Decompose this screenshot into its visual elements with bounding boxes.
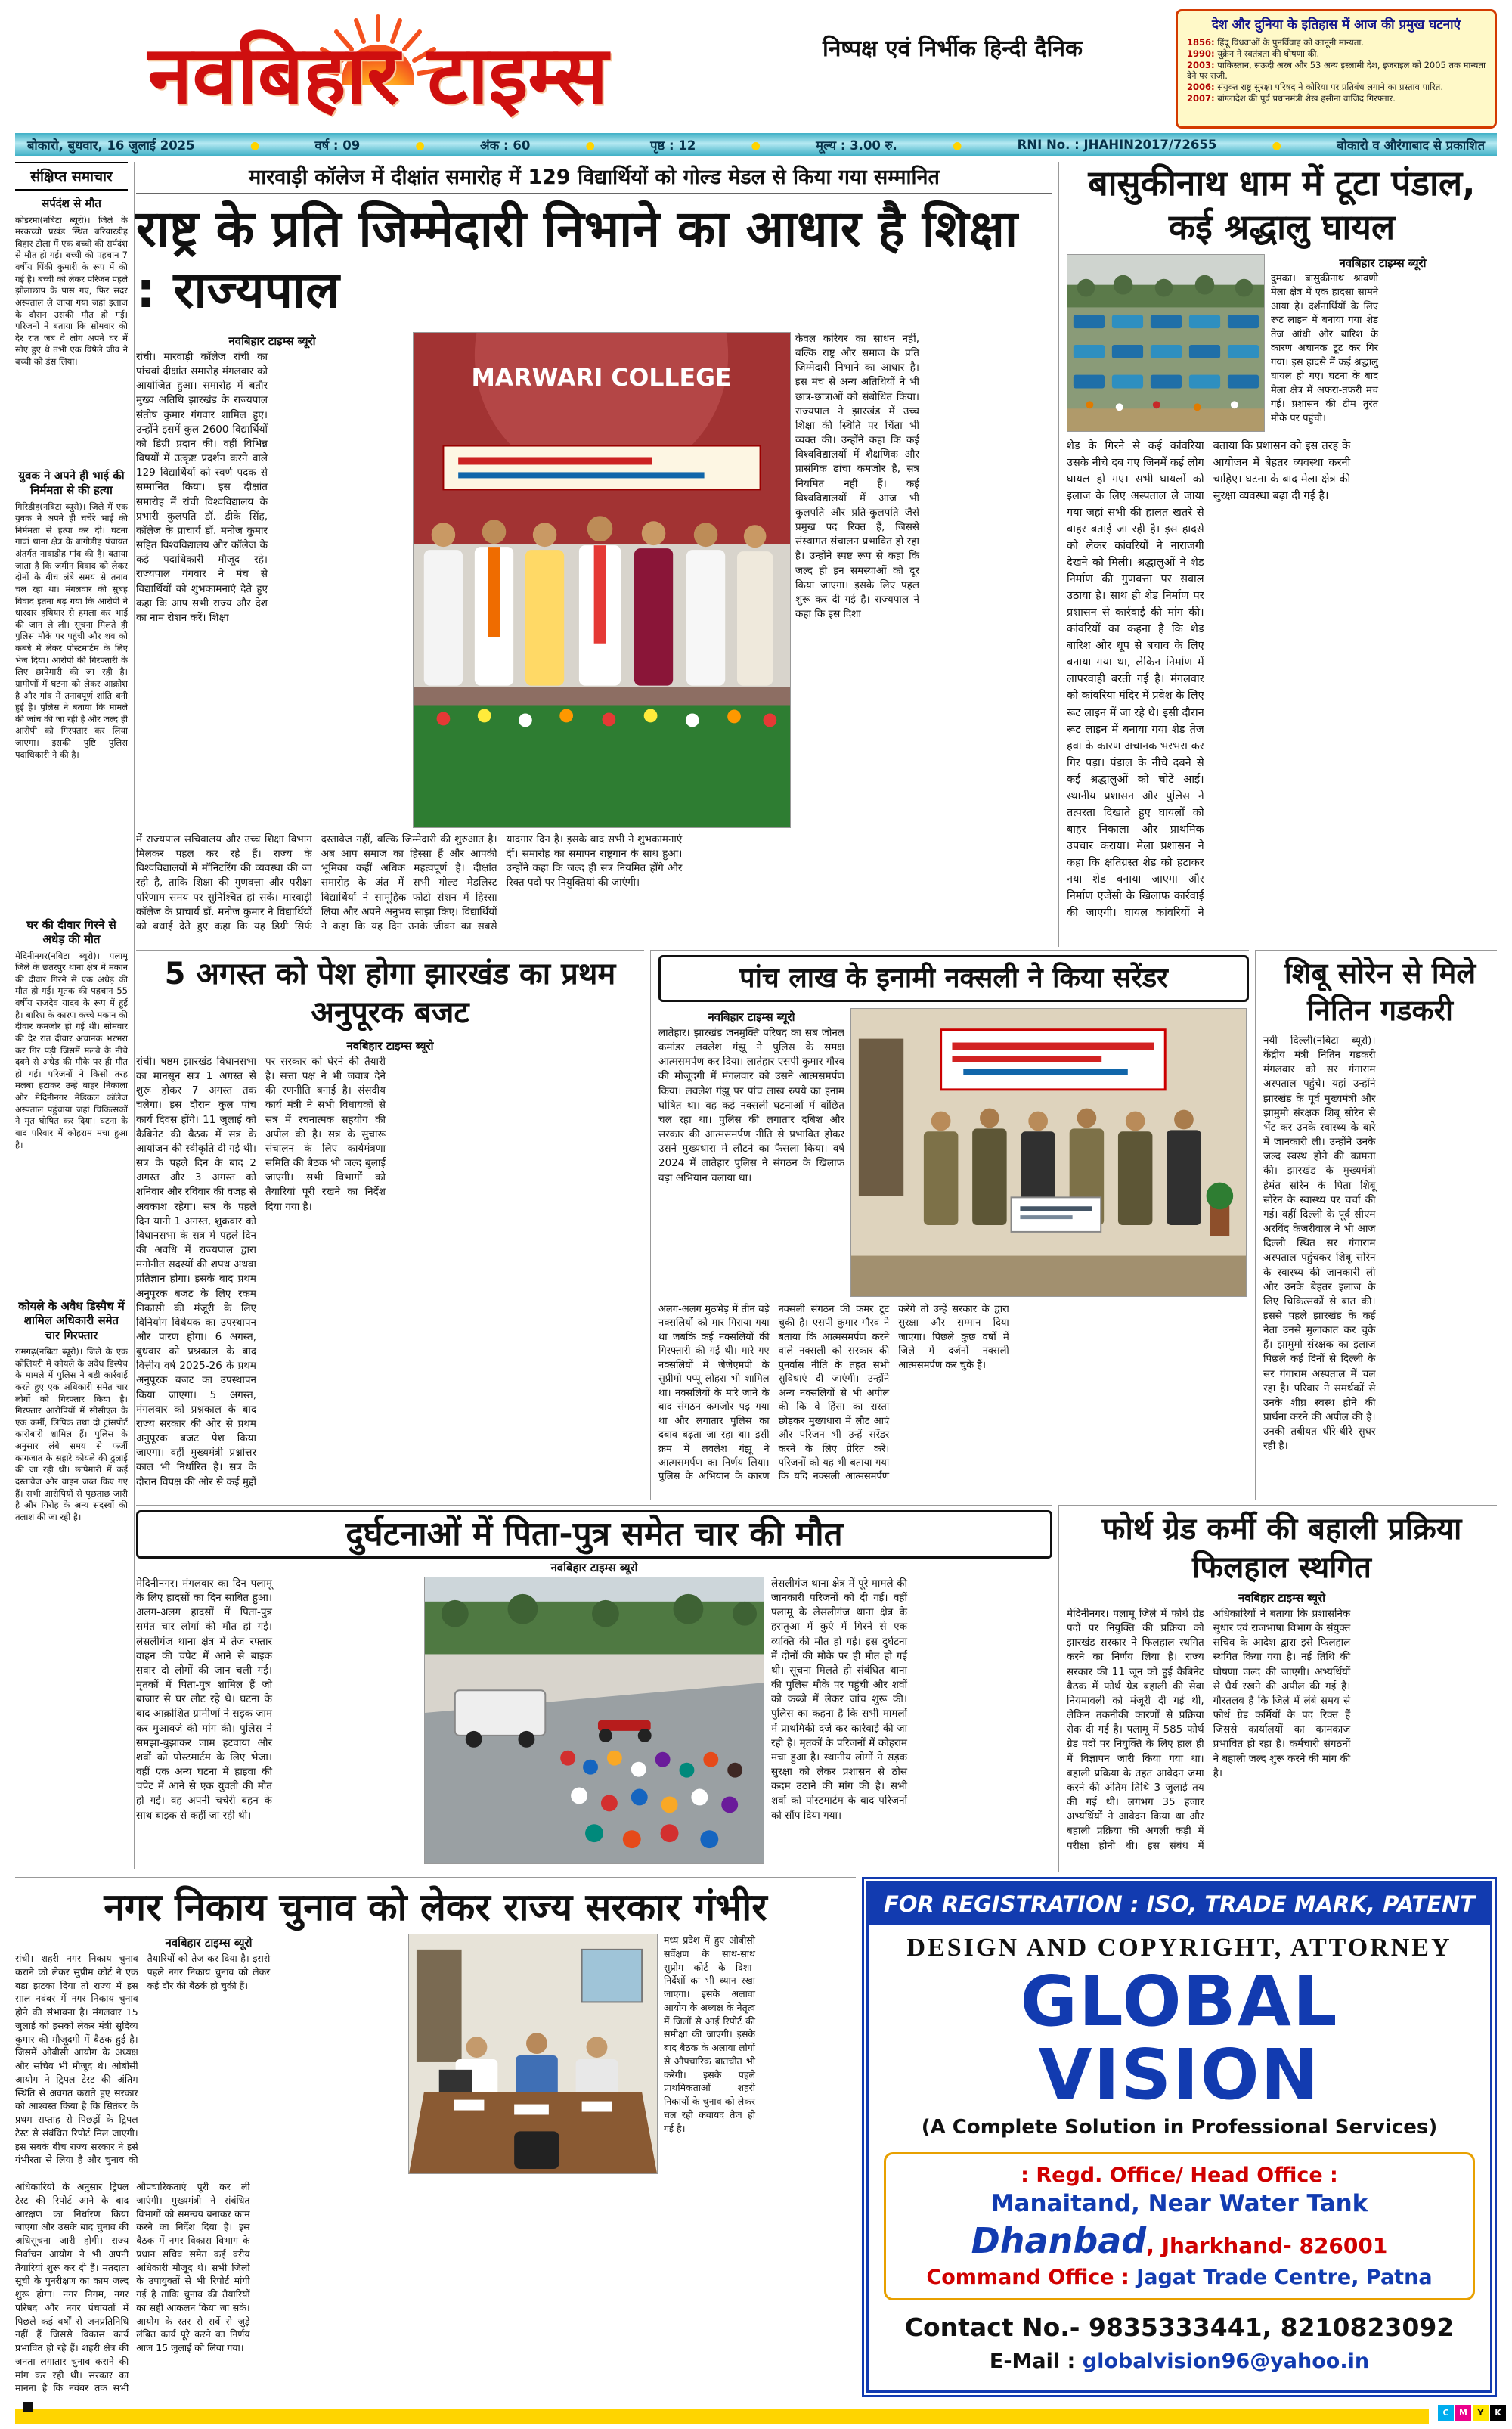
- naxal-photo: [850, 1008, 1247, 1297]
- accident-byline: नवबिहार टाइम्स ब्यूरो: [550, 1561, 638, 1574]
- ad-city-rest: , Jharkhand- 826001: [1146, 2233, 1388, 2259]
- dateline-issue: अंक : 60: [480, 138, 531, 153]
- pandal-body-bottom: शेड के गिरने से कई कांवरिया उसके नीचे दब गए जिनमें कई लोग घायल हो गए। सभी घायलों को इलाज के लिए अस्पताल ले जाया गया जहां सभी की हालत खतरे से बाहर बताई जा रही है। इस हादसे को लेकर कांवरियों ने नाराजगी देखने को मिली। श्रद्धालुओं ने शेड निर्माण की गुणवत्ता पर सवाल उठाया है। साथ ही शेड निर्माण पर प्रशासन से कार्रवाई की मांग की। कांवरियों का कहना है कि शेड बारिश और धूप से बचाव के लिए बनाया गया था, लेकिन निर्माण में लापरवाही बरती गई है। मंगलवार को कांवरिया मंदिर में प्रवेश के लिए रूट लाइन में जा रहे थे। इसी दौरान रूट लाइन में बनाया गया शेड तेज हवा के कारण अचानक भरभरा कर गिर पड़ा। पंडाल के नीचे दबने से कई श्रद्धालुओं को चोटें आईं। स्थानीय प्रशासन और पुलिस ने तत्परता दिखाते हुए घायलों को बाहर निकाला और प्राथमिक उपचार कराया। मेला प्रशासन ने कहा कि क्षतिग्रस्त शेड को हटाकर नया शेड बनाया जाएगा और निर्माण एजेंसी के खिलाफ कार्रवाई की जाएगी। घायल कांवरियों ने बताया कि प्रशासन को इस तरह के आयोजन में बेहतर व्यवस्था करनी चाहिए। घटना के बाद मेला क्षेत्र की सुरक्षा व्यवस्था बढ़ा दी गई है।: [1067, 440, 1351, 919]
- municipal-photo: [408, 1934, 658, 2174]
- ad-city: Dhanbad: [971, 2220, 1147, 2262]
- dateline-pages: पृष्ठ : 12: [650, 138, 696, 153]
- naxal-content-row: [658, 1008, 1249, 1297]
- history-event: [1187, 93, 1486, 104]
- event-year: 2007:: [1187, 92, 1215, 104]
- ad-contact-number: Contact No.- 9835333441, 8210823092: [904, 2313, 1455, 2343]
- pandal-headline: बासुकीनाथ धाम में टूटा पंडाल, कई श्रद्धालु घायल: [1088, 163, 1476, 247]
- municipal-body-bottom: अधिकारियों के अनुसार ट्रिपल टेस्ट की रिपोर्ट आने के बाद आरक्षण का निर्धारण किया जाएगा और उसके बाद चुनाव की अधिसूचना जारी होगी। राज्य निर्वाचन आयोग ने भी अपनी तैयारियां शुरू कर दी हैं। मतदाता सूची के पुनरीक्षण का काम जल्द शुरू होगा। नगर निगम, नगर परिषद और नगर पंचायतों में पिछले कई वर्षों से जनप्रतिनिधि नहीं हैं जिससे विकास कार्य प्रभावित हो रहे हैं। शहरी क्षेत्र की जनता लगातार चुनाव कराने की मांग कर रही थी। सरकार का मानना है कि नवंबर तक सभी औपचारिकताएं पूरी कर ली जाएंगी। मुख्यमंत्री ने संबंधित विभागों को समन्वय बनाकर काम करने का निर्देश दिया है। इस बैठक में नगर विकास विभाग के प्रधान सचिव समेत कई वरीय अधिकारी मौजूद थे। सभी जिलों के उपायुक्तों से भी रिपोर्ट मांगी गई है ताकि चुनाव की तैयारियों का सही आकलन किया जा सके। आयोग के स्तर से सर्वे से जुड़े लंबित कार्य पूरे करने का निर्णय आज 15 जुलाई को लिया गया।: [15, 2181, 250, 2394]
- pandal-photo: [1067, 254, 1265, 432]
- pandal-byline: नवबिहार टाइम्स ब्यूरो: [1339, 256, 1427, 270]
- brief-body: कोडरमा(नबिटा ब्यूरो)। जिले के मरकच्चो प्रखंड स्थित बरियारडीह बिहार टोला में एक बच्ची की सर्पदंश से मौत हो गई। बच्ची की पहचान 7 वर्षीय पिंकी कुमारी के रूप में की गई है। बच्ची को लेकर परिजन पहले झोलाछाप के पास गए, फिर सदर अस्पताल ले जाया गया जहां इलाज के दौरान उसकी मौत हो गई। परिजनों ने बताया कि सोमवार की देर रात जब वे लोग अपने घर में सोए हुए थे तभी एक विषैले जीव ने बच्ची को डंस लिया।: [15, 214, 128, 367]
- gadkari-body: नयी दिल्ली(नबिटा ब्यूरो)। केंद्रीय मंत्री नितिन गडकरी मंगलवार को सर गंगाराम अस्पताल पहुंचे। यहां उन्होंने झारखंड के पूर्व मुख्यमंत्री और झामुमो संरक्षक शिबू सोरेन से भेंट कर उनके स्वास्थ्य के बारे में जानकारी ली। उन्होंने उनके जल्द स्वस्थ होने की कामना की। झारखंड के मुख्यमंत्री हेमंत सोरेन के पिता शिबू सोरेन के स्वास्थ्य पर चर्चा की गई। वहीं दिल्ली के पूर्व सीएम अरविंद केजरीवाल ने भी आज दिल्ली स्थित सर गंगाराम अस्पताल पहुंचकर शिबू सोरेन के स्वास्थ्य की जानकारी ली और उनके बेहतर इलाज के लिए चिकित्सकों से बात की। इससे पहले झारखंड के कई नेता उनसे मुलाकात कर चुके हैं। झामुमो संरक्षक का इलाज पिछले कई दिनों से दिल्ली के सर गंगाराम अस्पताल में चल रहा है। परिवार ने समर्थकों से उनके शीघ्र स्वस्थ होने की प्रार्थना करने की अपील की है। उनकी तबीयत धीरे-धीरे सुधर रही है।: [1263, 1035, 1376, 1453]
- ad-office-label: : Regd. Office/ Head Office :: [1021, 2164, 1338, 2188]
- history-event: [1187, 82, 1486, 93]
- budget-byline: नवबिहार टाइम्स ब्यूरो: [346, 1039, 434, 1053]
- brief-item: [15, 197, 128, 464]
- lead-photo: [413, 332, 791, 828]
- ad-subtitle: (A Complete Solution in Professional Services): [921, 2116, 1438, 2139]
- ad-email-line: [869, 2350, 1490, 2373]
- dateline-city-date: बोकारो, बुधवार, 16 जुलाई 2025: [27, 138, 195, 153]
- lead-body-right: केवल करियर का साधन नहीं, बल्कि राष्ट्र और समाज के प्रति जिम्मेदारी निभाने का आधार है। इस मंच से अन्य अतिथियों ने भी छात्र-छात्राओं को संबोधित किया। राज्यपाल ने झारखंड में उच्च शिक्षा की स्थिति पर चिंता भी व्यक्त की। उन्होंने कहा कि कई विश्वविद्यालयों में शैक्षणिक और प्रासंगिक ढांचा कमजोर है, सत्र नियमित नहीं हैं। कई विश्वविद्यालयों में आज भी कुलपति और प्रति-कुलपति जैसे प्रमुख पद रिक्त हैं, जिससे संस्थागत संचालन प्रभावित हो रहा है। उन्होंने स्पष्ट रूप से कहा कि जल्द ही इन समस्याओं को दूर किया जाएगा। इसके लिए पहल शुरू कर दी गई है। राज्यपाल ने कहा कि इस दिशा: [795, 333, 919, 620]
- ad-attorney-line: DESIGN AND COPYRIGHT, ATTORNEY: [906, 1934, 1452, 1962]
- briefs-section-title: संक्षिप्त समाचार: [15, 162, 128, 191]
- bullet-icon: [1272, 138, 1281, 152]
- accident-content-row: [136, 1577, 1052, 1864]
- lead-kicker: मारवाड़ी कॉलेज में दीक्षांत समारोह में 129 विद्यार्थियों को गोल्ड मेडल से किया गया सम्मानित: [136, 162, 1052, 194]
- event-year: 2006:: [1187, 82, 1215, 93]
- ad-command-value: Jagat Trade Centre, Patna: [1136, 2266, 1433, 2290]
- fourthgrade-story: [1058, 1505, 1497, 1872]
- ad-email-label: E-Mail :: [989, 2350, 1083, 2374]
- cmyk-yellow-mark: Y: [1473, 2405, 1489, 2421]
- fourthgrade-byline: नवबिहार टाइम्स ब्यूरो: [1238, 1591, 1326, 1605]
- history-event: [1187, 48, 1486, 60]
- naxal-body-left: लातेहार। झारखंड जनमुक्ति परिषद का सब जोनल कमांडर लवलेश गंझू ने पुलिस के समक्ष आत्मसमर्पण कर दिया। लातेहार एसपी कुमार गौरव की मौजूदगी में मंगलवार को उसने आत्मसमर्पण किया। लवलेश गंझू पर पांच लाख रुपये का इनाम घोषित था। वह कई नक्सली घटनाओं में वांछित चल रहा था। पुलिस की लगातार दबिश और सरकार की आत्मसमर्पण नीति से प्रभावित होकर उसने मुख्यधारा में लौटने का फैसला किया। वर्ष 2024 में लातेहार पुलिस ने संगठन के खिलाफ बड़ा अभियान चलाया था।: [658, 1027, 844, 1184]
- accident-story: [136, 1505, 1052, 1872]
- lead-headline: राष्ट्र के प्रति जिम्मेदारी निभाने का आधार है शिक्षा : राज्यपाल: [136, 200, 1018, 319]
- lead-content-row: [136, 332, 1052, 828]
- lead-story: [136, 162, 1052, 947]
- bullet-icon: [586, 138, 595, 152]
- registration-mark: [23, 2402, 33, 2412]
- event-text: संयुक्त राष्ट्र सुरक्षा परिषद ने कोरिया पर प्रतिबंध लगाने का प्रस्ताव पारित.: [1217, 82, 1443, 93]
- history-box-title: देश और दुनिया के इतिहास में आज की प्रमुख घटनाएं: [1212, 17, 1461, 33]
- ad-office-line: Manaitand, Near Water Tank: [990, 2190, 1368, 2218]
- brief-item: [15, 469, 128, 914]
- naxal-byline: नवबिहार टाइम्स ब्यूरो: [708, 1010, 795, 1024]
- paper-logo: नवबिहार टाइम्स: [147, 29, 609, 122]
- pandal-story: [1058, 162, 1497, 947]
- masthead: [15, 9, 1497, 132]
- briefs-column: [15, 162, 135, 1869]
- lead-byline: नवबिहार टाइम्स ब्यूरो: [228, 334, 316, 348]
- ad-title: GLOBAL VISION: [1020, 1961, 1339, 2115]
- event-text: पाकिस्तान, सऊदी अरब और 53 अन्य इस्लामी देश, इजराइल को 2005 तक मान्यता देने पर राजी.: [1187, 59, 1486, 82]
- cmyk-cyan-mark: C: [1438, 2405, 1454, 2421]
- budget-body: रांची। षष्ठम झारखंड विधानसभा का मानसून सत्र 1 अगस्त से शुरू होकर 7 अगस्त तक चलेगा। इस दौरान कुल पांच कार्य दिवस होंगे। 11 जुलाई को कैबिनेट की बैठक में सत्र के आयोजन की स्वीकृति दी गई थी। सत्र के पहले दिन के बाद 2 अगस्त और 3 अगस्त को शनिवार और रविवार की वजह से अवकाश रहेगा। सत्र के पहले दिन यानी 1 अगस्त, शुक्रवार को विधानसभा के सत्र में पहले दिन की अवधि में राज्यपाल द्वारा मनोनीत सदस्यों की शपथ अथवा प्रतिज्ञान होगा। इसके बाद प्रथम अनुपूरक बजट के लिए रकम निकासी की मंजूरी के लिए विनियोग विधेयक का उपस्थापन और पारण होगा। 6 अगस्त, बुधवार को प्रश्नकाल के बाद वित्तीय वर्ष 2025-26 के प्रथम अनुपूरक बजट का उपस्थापन किया जाएगा। 5 अगस्त, मंगलवार को प्रश्नकाल के बाद राज्य सरकार की ओर से प्रथम अनुपूरक बजट पेश किया जाएगा। वहीं मुख्यमंत्री प्रश्नोत्तर काल भी निर्धारित है। सत्र के दौरान विपक्ष की ओर से कई मुद्दों पर सरकार को घेरने की तैयारी है। सत्ता पक्ष ने भी जवाब देने की रणनीति बनाई है। संसदीय कार्य मंत्री ने सभी विधायकों से सत्र में रचनात्मक सहयोग की अपील की है। सत्र के सुचारू संचालन के लिए कार्यमंत्रणा समिति की बैठक भी जल्द बुलाई जाएगी। सभी विभागों को तैयारियां पूरी रखने का निर्देश दिया गया है।: [136, 1056, 386, 1488]
- event-text: हिंदू विधवाओं के पुनर्विवाह को कानूनी मान्यता.: [1217, 37, 1365, 48]
- history-box: [1176, 9, 1497, 129]
- brief-item: [15, 918, 128, 1295]
- budget-headline: 5 अगस्त को पेश होगा झारखंड का प्रथम अनुपूरक बजट: [164, 957, 616, 1031]
- logo-block: [15, 9, 741, 132]
- pandal-right-block: [1271, 254, 1495, 432]
- pandal-content-row: [1067, 254, 1497, 432]
- ad-top-strip: FOR REGISTRATION : ISO, TRADE MARK, PATENT: [869, 1884, 1490, 1925]
- ad-city-line: [892, 2220, 1467, 2261]
- municipal-content-row: [15, 1934, 856, 2174]
- dateline-bar: [15, 133, 1497, 156]
- cmyk-magenta-mark: M: [1455, 2405, 1471, 2421]
- brief-body: गिरिडीह(नबिटा ब्यूरो)। जिले में एक युवक ने अपने ही चचेरे भाई की निर्ममता से हत्या कर दी। घटना गावां थाना क्षेत्र के बागोडीह पंचायत अंतर्गत नावाडीह गांव की है। बताया जाता है कि जमीन विवाद को लेकर दोनों के बीच लंबे समय से तनाव चल रहा था। मंगलवार की सुबह विवाद इतना बढ़ गया कि आरोपी ने धारदार हथियार से हमला कर भाई की जान ले ली। सूचना मिलते ही पुलिस मौके पर पहुंची और शव को कब्जे में लेकर पोस्टमार्टम के लिए भेज दिया। आरोपी की गिरफ्तारी के लिए छापेमारी की जा रही है। ग्रामीणों में घटना को लेकर आक्रोश है और गांव में तनावपूर्ण शांति बनी हुई है। पुलिस ने बताया कि मामले की जांच की जा रही है और जल्द ही आरोपी को गिरफ्तार कर लिया जाएगा। इसकी पुष्टि पुलिस पदाधिकारी ने की है।: [15, 501, 128, 760]
- municipal-body-right: मध्य प्रदेश में हुए ओबीसी सर्वेक्षण के साथ-साथ सुप्रीम कोर्ट के दिशा-निर्देशों का भी ध्यान रखा जाएगा। इसके अलावा आयोग के अध्यक्ष के नेतृत्व में जिलों से आई रिपोर्ट की समीक्षा की जाएगी। इसके बाद बैठक के अलावा लोगों से औपचारिक बातचीत भी करेगी। इसके पहले प्राथमिकताओं शहरी निकायों के चुनाव को लेकर चल रही कवायद तेज हो गई है।: [664, 1934, 755, 2134]
- municipal-left-block: [15, 1934, 402, 2174]
- event-year: 2003:: [1187, 59, 1215, 70]
- global-vision-ad: [862, 1877, 1497, 2397]
- event-year: 1990:: [1187, 48, 1215, 59]
- dateline-rni: RNI No. : JHAHIN2017/72655: [1017, 137, 1217, 152]
- event-text: बांग्लादेश की पूर्व प्रधानमंत्री शेख हसीना वाजिद गिरफ्तार.: [1217, 92, 1396, 104]
- photo-banner-text: MARWARI COLLEGE: [471, 364, 732, 392]
- paper-tagline: निष्पक्ष एवं निर्भीक हिन्दी दैनिक: [822, 36, 1083, 62]
- brief-headline: सर्पदंश से मौत: [42, 197, 101, 210]
- naxal-body-bottom: अलग-अलग मुठभेड़ में तीन बड़े नक्सलियों को मार गिराया गया था जबकि कई नक्सलियों की गिरफ्तारी की गई थी। मारे गए नक्सलियों में जेजेएमपी के सुप्रीमो पप्पू लोहरा भी शामिल था। नक्सलियों के मारे जाने के बाद संगठन कमजोर पड़ गया था और लगातार पुलिस का दबाव बढ़ता जा रहा था। इसी क्रम में लवलेश गंझू ने आत्मसमर्पण का निर्णय लिया। पुलिस के अभियान के कारण नक्सली संगठन की कमर टूट चुकी है। एसपी कुमार गौरव ने बताया कि आत्मसमर्पण करने वाले नक्सली को सरकार की पुनर्वास नीति के तहत सभी सुविधाएं दी जाएंगी। उन्होंने अन्य नक्सलियों से भी अपील की कि वे हिंसा का रास्ता छोड़कर मुख्यधारा में लौट आएं और परिजन भी उन्हें सरेंडर करने के लिए प्रेरित करें। परिजनों को यह भी बताया गया कि यदि नक्सली आत्मसमर्पण करेंगे तो उन्हें सरकार के द्वारा सुरक्षा और सम्मान दिया जाएगा। पिछले कुछ वर्षों में जिले में दर्जनों नक्सली आत्मसमर्पण कर चुके हैं।: [658, 1304, 1009, 1483]
- ad-command-label: Command Office :: [926, 2266, 1137, 2290]
- budget-story: [136, 950, 644, 1500]
- gadkari-story: [1255, 950, 1497, 1500]
- event-text: यूक्रेन ने स्वतंत्रता की घोषणा की.: [1217, 48, 1320, 59]
- bullet-icon: [250, 138, 259, 152]
- history-event: [1187, 60, 1486, 82]
- gadkari-headline: शिबू सोरेन से मिले नितिन गडकरी: [1284, 957, 1476, 1028]
- cmyk-black-mark: K: [1490, 2405, 1506, 2421]
- naxal-headline: पांच लाख के इनामी नक्सली ने किया सरेंडर: [658, 955, 1249, 1002]
- history-event: [1187, 37, 1486, 48]
- cmyk-print-marks: [1438, 2405, 1506, 2421]
- fourthgrade-body: मेदिनीनगर। पलामू जिले में फोर्थ ग्रेड पदों पर नियुक्ति की प्रक्रिया को झारखंड सरकार ने फिलहाल स्थगित करने का निर्णय लिया है। राज्य सरकार की 11 जून को हुई कैबिनेट बैठक में फोर्थ ग्रेड बहाली की सेवा नियमावली को मंजूरी दी गई थी, लेकिन तकनीकी कारणों से प्रक्रिया रोक दी गई है। पलामू में 585 फोर्थ ग्रेड पदों पर नियुक्ति के लिए हाल ही में विज्ञापन जारी किया गया था। बहाली प्रक्रिया के तहत आवेदन जमा करने की अंतिम तिथि 3 जुलाई तय की गई थी। लगभग 35 हजार अभ्यर्थियों ने आवेदन किया था और बहाली प्रक्रिया की अगली कड़ी में परीक्षा होनी थी। इस संबंध में अधिकारियों ने बताया कि प्रशासनिक सुधार एवं राजभाषा विभाग के संयुक्त सचिव के आदेश द्वारा इसे फिलहाल स्थगित किया गया है। नई तिथि की घोषणा जल्द की जाएगी। अभ्यर्थियों से धैर्य रखने की अपील की गई है। गौरतलब है कि जिले में लंबे समय से फोर्थ ग्रेड कर्मियों के पद रिक्त हैं जिससे कार्यालयों का कामकाज प्रभावित हो रहा है। कर्मचारी संगठनों ने बहाली जल्द शुरू करने की मांग की है।: [1067, 1608, 1351, 1852]
- ad-address-box: [884, 2152, 1475, 2300]
- bullet-icon: [953, 138, 962, 152]
- accident-photo: [424, 1577, 764, 1864]
- ad-email-value: globalvision96@yahoo.in: [1082, 2350, 1370, 2374]
- municipal-body-left: रांची। शहरी नगर निकाय चुनाव कराने को लेकर सुप्रीम कोर्ट ने एक बड़ा झटका दिया तो राज्य में इस साल नवंबर में नगर निकाय चुनाव होने की संभावना है। मंगलवार 15 जुलाई को इसको लेकर मंत्री सुदिव्य कुमार की मौजूदगी में बैठक हुई है। जिसमें ओबीसी आयोग के अध्यक्ष और सचिव भी मौजूद थे। ओबीसी आयोग ने ट्रिपल टेस्ट की अंतिम स्थिति से अवगत कराते हुए सरकार को आश्वस्त किया है कि सितंबर के प्रथम सप्ताह से पिछड़ों के ट्रिपल टेस्ट से संबंधित रिपोर्ट मिल जाएगी। इस सबके बीच राज्य सरकार ने इसे गंभीरता से लिया है और चुनाव की तैयारियों को तेज कर दिया है। इससे पहले नगर निकाय चुनाव को लेकर कई दौर की बैठकें हो चुकी हैं।: [15, 1953, 271, 2166]
- dateline-year: वर्ष : 09: [314, 138, 361, 153]
- bullet-icon: [416, 138, 425, 152]
- dateline-price: मूल्य : 3.00 रु.: [816, 138, 897, 153]
- accident-body-left: मेदिनीनगर। मंगलवार का दिन पलामू के लिए हादसों का दिन साबित हुआ। अलग-अलग हादसों में पिता-पुत्र समेत चार लोगों की मौत हो गई। लेसलीगंज थाना क्षेत्र में तेज रफ्तार वाहन की चपेट में आने से बाइक सवार दो लोगों की जान चली गई। मृतकों में पिता-पुत्र शामिल हैं जो बाजार से घर लौट रहे थे। घटना के बाद आक्रोशित ग्रामीणों ने सड़क जाम कर मुआवजे की मांग की। पुलिस ने समझा-बुझाकर जाम हटवाया और शवों को पोस्टमार्टम के लिए भेजा। वहीं एक अन्य घटना में हाइवा की चपेट में आने से एक युवती की मौत हो गई। वह अपनी चचेरी बहन के साथ बाइक से कहीं जा रही थी।: [136, 1577, 272, 1822]
- municipal-byline: नवबिहार टाइम्स ब्यूरो: [165, 1936, 253, 1950]
- brief-body: रामगढ़(नबिटा ब्यूरो)। जिले के एक कोलियरी में कोयले के अवैध डिस्पैच के मामले में पुलिस ने बड़ी कार्रवाई करते हुए एक अधिकारी समेत चार लोगों को गिरफ्तार किया है। गिरफ्तार आरोपियों में सीसीएल के एक कर्मी, लिपिक तथा दो ट्रांसपोर्ट कारोबारी शामिल हैं। पुलिस के अनुसार लंबे समय से फर्जी कागजात के सहारे कोयले की ढुलाई की जा रही थी। छापेमारी में कई दस्तावेज और वाहन जब्त किए गए हैं। सभी आरोपियों से पूछताछ जारी है और गिरोह के अन्य सदस्यों की तलाश की जा रही है।: [15, 1346, 128, 1522]
- brief-item: [15, 1299, 128, 1702]
- ad-command-line: [892, 2266, 1467, 2289]
- brief-headline: युवक ने अपने ही भाई की निर्ममता से की हत्या: [18, 468, 125, 497]
- accident-headline: दुर्घटनाओं में पिता-पुत्र समेत चार की मौत: [136, 1510, 1052, 1559]
- event-year: 1856:: [1187, 37, 1215, 48]
- naxal-left-block: [658, 1008, 844, 1297]
- accident-body-right: लेसलीगंज थाना क्षेत्र में पूरे मामले की जानकारी परिजनों को दी गई। वहीं पलामू के लेसलीगंज थाना क्षेत्र के हरातुआ में कुएं में गिरने से एक व्यक्ति की मौत हो गई। इस दुर्घटना में दोनों की मौके पर ही मौत हो गई थी। सूचना मिलते ही संबंधित थाना की पुलिस मौके पर पहुंची और शवों को कब्जे में लेकर जांच शुरू की। पुलिस का कहना है कि सभी मामलों में प्राथमिकी दर्ज कर कार्रवाई की जा रही है। मृतकों के परिजनों में कोहराम मचा हुआ है। स्थानीय लोगों ने सड़क सुरक्षा को लेकर प्रशासन से ठोस कदम उठाने की मांग की है। सभी शवों को पोस्टमार्टम के बाद परिजनों को सौंप दिया गया।: [771, 1577, 907, 1822]
- brief-headline: कोयले के अवैध डिस्पैच में शामिल अधिकारी समेत चार गिरफ्तार: [18, 1298, 125, 1342]
- naxal-story: [650, 950, 1249, 1500]
- municipal-headline: नगर निकाय चुनाव को लेकर राज्य सरकार गंभीर: [104, 1885, 767, 1929]
- pandal-body-right: दुमका। बासुकीनाथ श्रावणी मेला क्षेत्र में एक हादसा सामने आया है। दर्शनार्थियों के लिए रूट लाइन में बनाया गया शेड तेज आंधी और बारिश के कारण अचानक टूट कर गिर गया। इस हादसे में कई श्रद्धालु घायल हो गए। घटना के बाद मेला क्षेत्र में अफरा-तफरी मच गई। प्रशासन की टीम तुरंत मौके पर पहुंची।: [1271, 273, 1378, 424]
- brief-headline: घर की दीवार गिरने से अधेड़ की मौत: [26, 917, 116, 946]
- municipal-story: [15, 1877, 856, 2397]
- lead-left-block: [136, 332, 408, 828]
- brief-body: मेदिनीनगर(नबिटा ब्यूरो)। पलामू जिले के छतरपुर थाना क्षेत्र में मकान की दीवार गिरने से एक अधेड़ की मौत हो गई। मृतक की पहचान 55 वर्षीय राजदेव यादव के रूप में हुई है। बारिश के कारण कच्चे मकान की दीवार कमजोर हो गई थी। सोमवार की देर रात दीवार अचानक भरभरा कर गिर पड़ी जिसमें मलबे के नीचे दबने से अधेड़ की मौके पर ही मौत हो गई। परिजनों ने किसी तरह मलबा हटाकर उन्हें बाहर निकाला और मेदिनीनगर मेडिकल कॉलेज अस्पताल पहुंचाया जहां चिकित्सकों ने मृत घोषित कर दिया। घटना के बाद परिवार में कोहराम मचा हुआ है।: [15, 950, 128, 1150]
- lead-body-left: रांची। मारवाड़ी कॉलेज रांची का पांचवां दीक्षांत समारोह मंगलवार को आयोजित हुआ। समारोह में बतौर मुख्य अतिथि झारखंड के राज्यपाल संतोष कुमार गंगवार शामिल हुए। उन्होंने इसमें कुल 2600 विद्यार्थियों को डिग्री प्रदान की। वहीं विभिन्न विषयों में उत्कृष्ट प्रदर्शन करने वाले 129 विद्यार्थियों को स्वर्ण पदक से सम्मानित किया। इस दीक्षांत समारोह में रांची विश्वविद्यालय के प्रभारी कुलपति डॉ. डीके सिंह, कॉलेज के प्राचार्य डॉ. मनोज कुमार सहित विश्वविद्यालय और कॉलेज के कई पदाधिकारी मौजूद रहे। राज्यपाल गंगवार ने मंच से विद्यार्थियों को शुभकामनाएं देते हुए कहा कि आप सभी राज्य और देश का नाम रोशन करें। शिक्षा: [136, 351, 268, 624]
- lead-body-bottom: में राज्यपाल सचिवालय और उच्च शिक्षा विभाग मिलकर पहल कर रहे हैं। राज्य के विश्वविद्यालयों में मॉनिटरिंग की व्यवस्था की जा रही है, ताकि शिक्षा की गुणवत्ता और परीक्षा परिणाम समय पर सुनिश्चित हो सकें। मारवाड़ी कॉलेज के प्राचार्य डॉ. मनोज कुमार ने विद्यार्थियों को बधाई देते हुए कहा कि यह डिग्री सिर्फ दस्तावेज नहीं, बल्कि जिम्मेदारी की शुरुआत है। अब आप समाज का हिस्सा हैं और आपकी भूमिका कहीं अधिक महत्वपूर्ण है। दीक्षांत समारोह के अंत में सभी गोल्ड मेडलिस्ट विद्यार्थियों ने सामूहिक फोटो सेशन में हिस्सा लिया और अपने अनुभव साझा किए। विद्यार्थियों ने कहा कि यह दिन उनके जीवन का सबसे यादगार दिन है। इसके बाद सभी ने शुभकामनाएं दीं। समारोह का समापन राष्ट्रगान के साथ हुआ। उन्होंने कहा कि जल्द ही सत्र नियमित होंगे और रिक्त पदों पर नियुक्तियां की जाएंगी।: [136, 833, 683, 932]
- footer-yellow-strip: [15, 2409, 1429, 2424]
- bullet-icon: [751, 138, 761, 152]
- dateline-published-from: बोकारो व औरंगाबाद से प्रकाशित: [1337, 138, 1485, 153]
- fourthgrade-headline: फोर्थ ग्रेड कर्मी की बहाली प्रक्रिया फिलहाल स्थगित: [1101, 1512, 1462, 1586]
